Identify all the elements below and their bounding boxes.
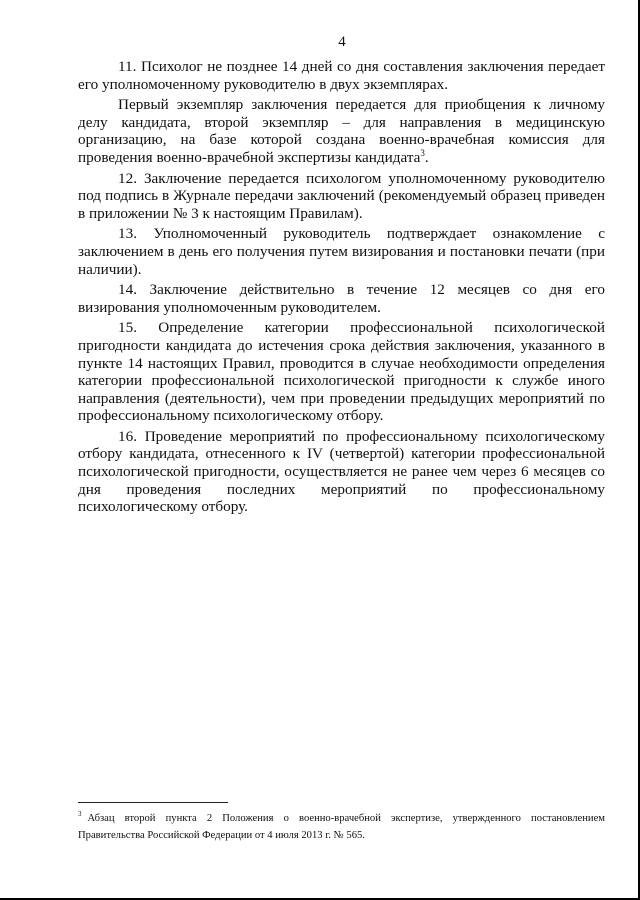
paragraph-tail: . — [424, 148, 429, 166]
paragraph-text: 14. Заключение действительно в течение 12 месяцев со дня его визирования уполномоченным руководителем. — [78, 281, 605, 316]
page-number: 4 — [338, 34, 346, 50]
footnote-separator — [78, 802, 228, 803]
paragraph-text: 12. Заключение передается психологом уполномоченному руководителю под подпись в Журнале передачи заключений (рекомендуемый образец приведен в приложении № 3 к настоящим Правилам). — [78, 169, 605, 222]
footnote-marker: 3 — [78, 810, 82, 819]
document-body — [78, 58, 605, 519]
paragraph-text: 11. Психолог не позднее 14 дней со дня составления заключения передает его уполномоченному руководителю в двух экземплярах. — [78, 58, 605, 93]
footnote-reference: 3 — [420, 147, 425, 158]
footnote-text: Абзац второй пункта 2 Положения о военно-врачебной экспертизе, утвержденного постановлением Правительства Российской Федерации от 4 июля 2013 г. № 565. — [78, 813, 605, 841]
footnote — [78, 810, 605, 844]
paragraph-text: Первый экземпляр заключения передается для приобщения к личному делу кандидата, второй экземпляр – для направления в медицинскую организацию, на базе которой создана военно-врачебная комиссия для проведения военно-врачебной экспертизы кандидата — [78, 96, 605, 166]
paragraph-11 — [78, 58, 605, 93]
paragraph-11-continued — [78, 96, 605, 166]
paragraph-12 — [78, 170, 605, 223]
paragraph-16 — [78, 428, 605, 516]
paragraph-text: 13. Уполномоченный руководитель подтверждает ознакомление с заключением в день его получения путем визирования и постановки печати (при наличии). — [78, 225, 605, 278]
paragraph-14 — [78, 281, 605, 316]
paragraph-13 — [78, 225, 605, 278]
paragraph-15 — [78, 319, 605, 425]
paragraph-text: 15. Определение категории профессиональной психологической пригодности кандидата до истечения срока действия заключения, указанного в пункте 14 настоящих Правил, проводится в случае необходимости определения категории профессиональной психологической пригодности к службе иного направления (деятельности), чем при проведении предыдущих мероприятий по профессиональному психологическому отбору. — [78, 319, 605, 425]
paragraph-text: 16. Проведение мероприятий по профессиональному психологическому отбору кандидата, отнесенного к IV (четвертой) категории профессиональной психологической пригодности, осуществляется не ранее чем через 6 месяцев со дня проведения последних мероприятий по профессиональному психологическому отбору. — [78, 427, 605, 516]
